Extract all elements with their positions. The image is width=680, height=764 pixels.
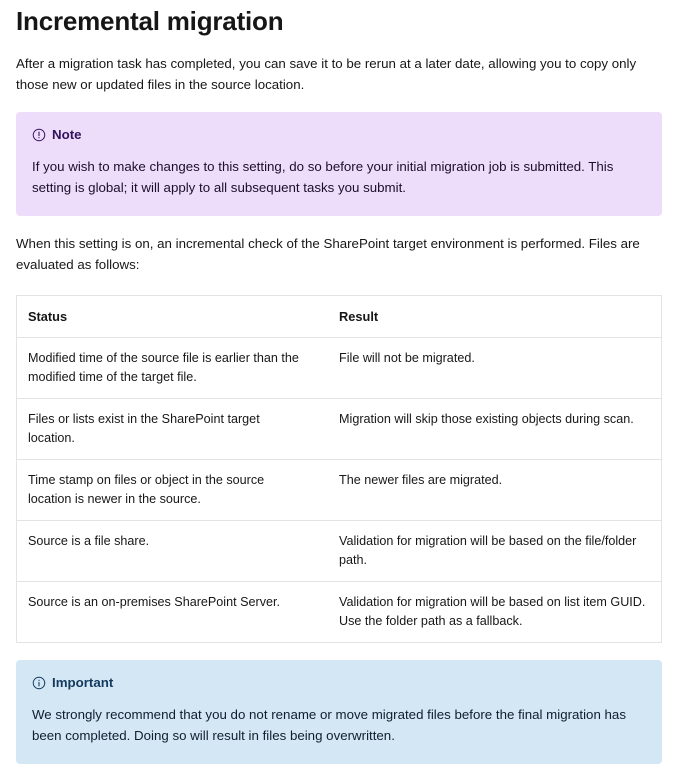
table-head	[17, 296, 662, 338]
table-cell-result: Validation for migration will be based on list item GUID. Use the folder path as a fallback.	[339, 595, 646, 628]
table-cell-status: Source is a file share.	[17, 521, 329, 582]
status-result-table	[16, 295, 662, 643]
note-callout-text: If you wish to make changes to this setting, do so before your initial migration job is submitted. This setting is global; it will apply to all subsequent tasks you submit.	[32, 159, 614, 195]
table-cell-status: Modified time of the source file is earlier than the modified time of the target file.	[17, 338, 329, 399]
table-cell-result: The newer files are migrated.	[328, 460, 661, 521]
table-row	[17, 338, 662, 399]
important-callout-text: We strongly recommend that you do not rename or move migrated files before the final migration has been completed. Doing so will result in files being overwritten.	[32, 707, 626, 743]
table-cell-status: Source is an on-premises SharePoint Server.	[28, 595, 280, 609]
table-cell-result: Migration will skip those existing objects during scan.	[328, 399, 661, 460]
important-callout	[16, 660, 662, 764]
exclamation-circle-icon	[32, 128, 46, 142]
table-cell-result: File will not be migrated.	[328, 338, 661, 399]
table-cell-status: Time stamp on files or object in the source location is newer in the source.	[17, 460, 329, 521]
table-row	[17, 582, 662, 643]
note-callout-label: Note	[52, 127, 82, 142]
important-callout-header	[32, 674, 646, 692]
documentation-page	[0, 5, 680, 764]
important-callout-label: Important	[52, 675, 114, 690]
table-cell-result: Validation for migration will be based on the file/folder path.	[328, 521, 661, 582]
body-paragraph: When this setting is on, an incremental check of the SharePoint target environment is performed. Files are evaluated as follows:	[16, 236, 640, 272]
info-circle-icon	[32, 676, 46, 690]
table-header-row	[17, 296, 662, 338]
table-header-result: Result	[328, 296, 661, 338]
table-row	[17, 460, 662, 521]
note-callout-header	[32, 126, 646, 144]
table-header-status: Status	[17, 296, 329, 338]
table-row	[17, 399, 662, 460]
table-row	[17, 521, 662, 582]
note-callout	[16, 112, 662, 216]
page-title: Incremental migration	[16, 6, 284, 36]
intro-paragraph: After a migration task has completed, you can save it to be rerun at a later date, allowing you to copy only those new or updated files in the source location.	[16, 56, 637, 92]
table-cell-status: Files or lists exist in the SharePoint target location.	[17, 399, 329, 460]
